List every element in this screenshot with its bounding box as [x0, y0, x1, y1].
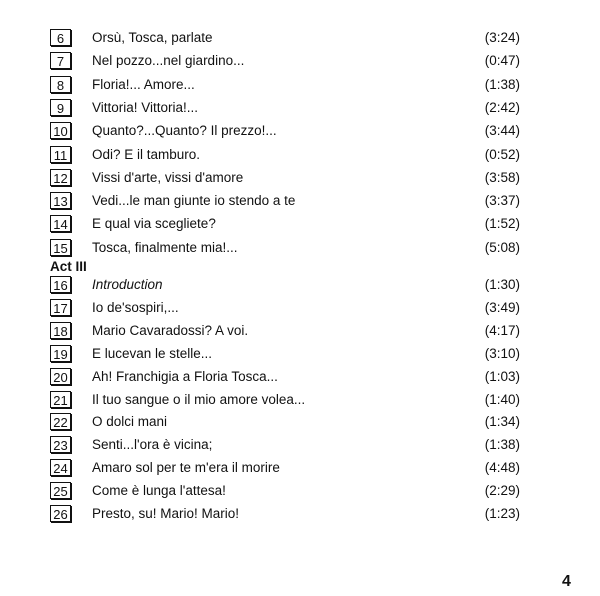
track-duration: (3:37) [484, 193, 520, 209]
track-row [50, 275, 520, 295]
track-number-box: 24 [50, 459, 71, 476]
track-number-box: 25 [50, 482, 71, 499]
track-duration: (2:29) [484, 483, 520, 499]
track-number-box: 18 [50, 322, 71, 339]
track-title: Senti...l'ora è vicina; [92, 437, 213, 453]
track-row [50, 504, 520, 524]
track-duration: (1:40) [484, 391, 520, 407]
track-row [50, 298, 520, 318]
track-title: Presto, su! Mario! Mario! [92, 506, 240, 521]
track-row [50, 390, 520, 410]
track-title: Nel pozzo...nel giardino... [92, 53, 245, 69]
track-title: Amaro sol per te m'era il morire [92, 460, 280, 476]
track-duration: (4:17) [484, 322, 520, 338]
track-title: Vedi...le man giunte io stendo a te [92, 193, 296, 209]
track-row [50, 344, 520, 364]
track-number-box: 22 [50, 413, 71, 430]
track-duration: (1:38) [484, 76, 520, 92]
act-heading: Act III [50, 259, 87, 274]
track-number-box: 16 [50, 276, 71, 293]
track-duration: (3:49) [484, 299, 520, 315]
track-title: Vissi d'arte, vissi d'amore [92, 169, 244, 185]
track-duration: (5:08) [484, 239, 520, 255]
track-duration: (3:58) [484, 169, 520, 185]
track-row [50, 321, 520, 341]
track-number-box: 6 [50, 29, 71, 46]
track-row [50, 168, 520, 188]
track-title: Odi? E il tamburo. [92, 146, 201, 162]
track-number-box: 9 [50, 99, 71, 116]
track-number-box: 12 [50, 169, 71, 186]
track-title: Come è lunga l'attesa! [92, 483, 226, 499]
track-row [50, 458, 520, 478]
track-title: O dolci mani [92, 414, 168, 430]
track-row [50, 367, 520, 387]
track-title: Ah! Franchigia a Floria Tosca... [92, 368, 278, 384]
track-row [50, 75, 520, 95]
track-number-box: 7 [50, 52, 71, 69]
track-number-box: 14 [50, 215, 71, 232]
track-row [50, 121, 520, 141]
track-number-box: 20 [50, 368, 71, 385]
track-title: Io de'sospiri,... [92, 299, 179, 315]
track-row [50, 98, 520, 118]
track-duration: (2:42) [484, 99, 520, 115]
track-duration: (4:48) [484, 460, 520, 476]
track-row [50, 51, 520, 71]
track-duration: (3:44) [484, 123, 520, 139]
track-title: Il tuo sangue o il mio amore volea... [92, 391, 306, 407]
track-duration: (1:52) [484, 216, 520, 232]
track-title: Orsù, Tosca, parlate [92, 30, 213, 45]
track-number-box: 13 [50, 192, 71, 209]
track-number-box: 23 [50, 436, 71, 453]
track-row [50, 412, 520, 432]
track-number-box: 21 [50, 391, 71, 408]
track-number-box: 19 [50, 345, 71, 362]
track-title: E qual via scegliete? [92, 216, 216, 232]
track-row [50, 28, 520, 48]
track-duration: (1:23) [484, 506, 520, 521]
track-row [50, 435, 520, 455]
track-number-box: 8 [50, 76, 71, 93]
track-row [50, 191, 520, 211]
track-number-box: 17 [50, 299, 71, 316]
track-title: Floria!... Amore... [92, 76, 195, 92]
track-duration: (1:03) [484, 368, 520, 384]
track-duration: (3:24) [484, 30, 520, 45]
track-row [50, 481, 520, 501]
track-duration: (1:30) [484, 277, 520, 292]
track-duration: (1:34) [484, 414, 520, 430]
track-title: Quanto?...Quanto? Il prezzo!... [92, 123, 277, 139]
track-duration: (0:52) [484, 146, 520, 162]
track-number-box: 15 [50, 239, 71, 256]
track-number-box: 26 [50, 505, 71, 522]
track-duration: (1:38) [484, 437, 520, 453]
track-title: Tosca, finalmente mia!... [92, 239, 238, 255]
track-row [50, 238, 520, 258]
track-number-box: 10 [50, 122, 71, 139]
track-title: Introduction [92, 277, 163, 292]
track-row [50, 145, 520, 165]
track-duration: (0:47) [484, 53, 520, 69]
page-number: 4 [562, 573, 571, 590]
track-number-box: 11 [50, 146, 71, 163]
track-duration: (3:10) [484, 345, 520, 361]
track-title: Vittoria! Vittoria!... [92, 99, 199, 115]
track-row [50, 214, 520, 234]
track-title: E lucevan le stelle... [92, 345, 213, 361]
track-title: Mario Cavaradossi? A voi. [92, 322, 249, 338]
